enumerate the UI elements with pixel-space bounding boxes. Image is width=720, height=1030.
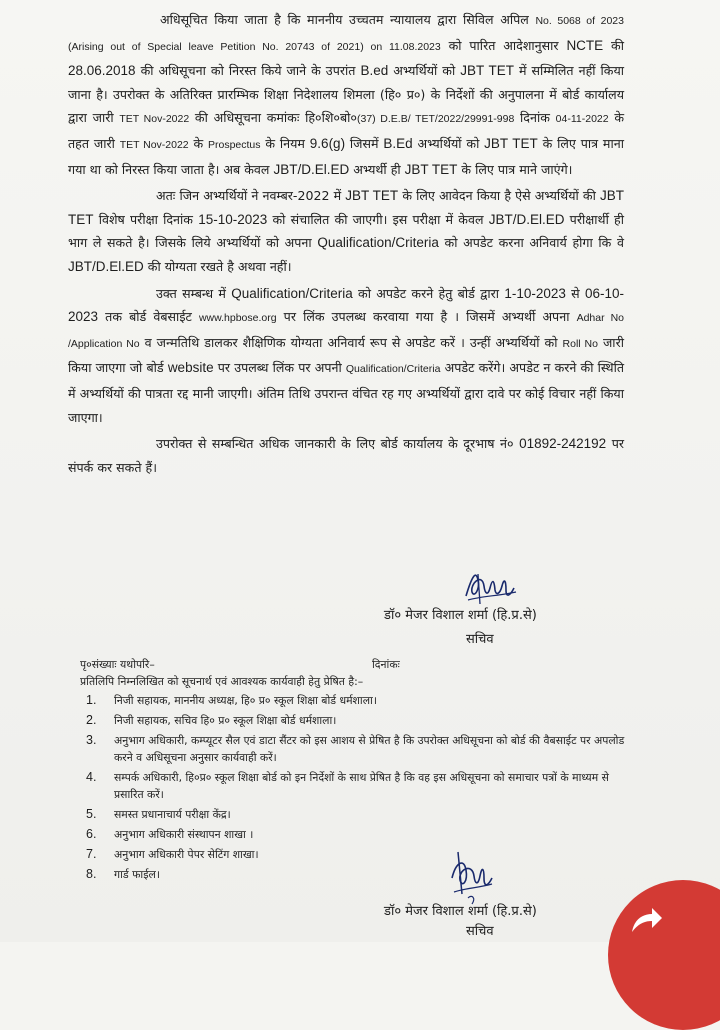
signature-1 [462,566,518,610]
text-run: विशेष परीक्षा दिनांक [98,211,193,227]
list-item [80,769,640,803]
text-run: पर लिंक उपलब्ध करवाया गया है । जिसमें अभ्यर्थी अपना [276,309,577,325]
text-run: JBT TET [404,161,458,177]
text-run: अधिसूचित किया जाता है कि माननीय उच्चतम न्यायालय द्वारा सिविल अपिल [160,12,536,27]
text-run: जिसमें [345,135,384,151]
list-item-text: अनुभाग अधिकारी, कम्प्यूटर सैल एवं डाटा सैंटर को इस आशय से प्रेषित है कि उपरोक्त अधिसूचना को बोर्ड की वैबसाईट पर अपलोड करने व अधिसूचना अनुसार कार्यवाही करें। [114,734,625,764]
text-run: के लिए पात्र माने जाएंगे। [457,161,573,177]
text-run: दिनांक [514,110,556,126]
text-run: JBT/D.El.ED [273,161,350,177]
list-item-text: अनुभाग अधिकारी पेपर सेटिंग शाखा। [114,848,259,861]
text-run: Adhar No /Application No [68,312,625,350]
endorsement-intro: प्रतिलिपि निम्नलिखित को सूचनार्थ एवं आवश्यक कार्यवाही हेतु प्रेषित है:– [80,675,364,688]
text-run: के लिए पात्र माना गया था को निरस्त किया जाता है। अब केवल [68,135,624,177]
paragraph-4 [68,432,624,479]
text-run: के लिए आवेदन किया है ऐसे अभ्यर्थियों की [398,188,600,204]
text-run: अपडेट करेंगे। अपडेट न करने की स्थिति में अभ्यर्थियों की पात्रता रद्द मानी जाएगी। अंतिम तिथि उपरान्त वंचित रह गए अभ्यर्थियों द्वारा दावे पर कोई विचार नहीं किया जाएगा। [68,360,625,425]
notification-body [68,8,624,482]
list-item [80,866,640,883]
text-run: परीक्षार्थी ही भाग ले सकते है। जिसके लिये अभ्यर्थियों को अपना [68,211,624,251]
text-run: Prospectus [208,138,261,151]
text-run: JBT/D.El.ED [68,258,144,274]
text-run: पर उपलब्ध लिंक पर अपनी [213,360,346,376]
text-run: में सम्मिलित नहीं किया जाना है। उपरोक्त के अतिरिक्त प्रारम्भिक शिक्षा निदेशालय शिमला (हि० प्र०) के निर्देशों की अनुपालना में बोर्ड कार्यालय द्वारा जारी [68,63,625,126]
text-run: B.Ed [383,135,413,151]
signatory-name: डॉ० मेजर विशाल शर्मा (हि.प्र.से) [384,608,537,623]
reference-number-label: पृ०संख्याः यथोपरि– [80,658,155,671]
text-run: जारी किया जाएगा जो बोर्ड [68,334,624,376]
list-item-number: 4. [86,770,97,784]
list-item-text: अनुभाग अधिकारी संस्थापन शाखा । [114,828,254,841]
text-run: JBT TET [345,188,399,204]
text-run: की योग्यता रखते है अथवा नहीं। [143,258,292,274]
text-run: 9.6(g) [309,135,346,151]
text-run: B.ed [360,63,389,79]
text-run: JBT/D.El.ED [488,211,565,227]
text-run: अतः जिन अभ्यर्थियों ने नवम्बर-2022 में [156,188,346,204]
text-run: TET Nov-2022 [119,113,190,126]
list-item-number: 3. [86,733,97,747]
text-run: की अधिसूचना को निरस्त किये जाने के उपरांत [135,63,361,79]
copy-to-list [80,692,640,883]
text-run: के नियम [260,135,310,151]
list-item-text: समस्त प्रधानाचार्य परीक्षा केंद्र। [114,808,231,821]
list-item [80,846,640,863]
list-item-text: निजी सहायक, सचिव हि० प्र० स्कूल शिक्षा बोर्ड धर्मशाला। [114,714,337,727]
list-item [80,806,640,823]
signatory-name-bottom: डॉ० मेजर विशाल शर्मा (हि.प्र.से) [384,904,537,919]
text-run: 01892-242192 [519,436,607,452]
text-run: की अधिसूचना कमांकः हि०शि०बो० [189,110,357,126]
text-run: 04-11-2022 [555,113,609,126]
list-item-number: 5. [86,807,97,821]
list-item [80,712,640,729]
text-run: 15-10-2023 [198,211,268,227]
text-run: NCTE [566,37,604,53]
text-run: को अपडेट करना अनिवार्य होगा कि वे [438,235,624,251]
text-run: अभ्यर्थियों को [388,63,461,79]
text-run: अभ्यर्थियों को [412,135,485,151]
text-run: अभ्यर्थी ही [349,161,405,177]
list-item-number: 7. [86,847,97,861]
list-item-number: 2. [86,713,97,727]
text-run: www.hpbose.org [198,312,277,325]
text-run: उपरोक्त से सम्बन्धित अधिक जानकारी के लिए बोर्ड कार्यालय के दूरभाष नं० [156,436,520,452]
text-run: 06-10-2023 [68,285,624,325]
text-run: JBT TET [484,135,538,151]
date-label: दिनांकः [372,658,400,671]
signatory-title: सचिव [466,632,494,647]
share-arrow-icon [626,902,666,942]
list-item-number: 8. [86,867,97,881]
text-run: को अपडेट करने हेतु बोर्ड द्वारा [352,285,505,301]
list-item [80,732,640,766]
text-run: 28.06.2018 [68,63,136,79]
text-run: JBT TET [460,63,514,79]
text-run: से [565,285,585,301]
text-run: Qualification/Criteria [231,285,353,301]
text-run: तक बोर्ड वेबसाईट [98,309,199,325]
text-run: No. 5068 of 2023 (Arising out of Special leave Petition No. 20743 of 2021) on 11.08.2023 [68,15,624,53]
paragraph-2 [68,184,624,278]
text-run: पर संपर्क कर सकते हैं। [68,436,624,475]
text-run: website [167,360,214,376]
text-run: 1-10-2023 [504,285,566,301]
signature-2 [448,848,494,906]
paragraph-3 [68,282,624,430]
list-item-text: निजी सहायक, माननीय अध्यक्ष, हि० प्र० स्कूल शिक्षा बोर्ड धर्मशाला। [114,694,377,707]
text-run: को संचालित की जाएगी। इस परीक्षा में केवल [267,211,489,227]
endorsement-section [80,656,640,886]
list-item-text: सम्पर्क अधिकारी, हि०प्र० स्कूल शिक्षा बोर्ड को इन निर्देशों के साथ प्रेषित है कि वह इस अधिसूचना को समाचार पत्रों के माध्यम से प्रसारित करें। [114,771,609,801]
signatory-title-bottom: सचिव [466,924,494,939]
list-item [80,692,640,709]
text-run: को पारित आदेशानुसार [440,37,567,53]
text-run: Qualification/Criteria [317,235,439,251]
text-run: उक्त सम्बन्ध में [156,285,232,301]
list-item [80,826,640,843]
list-item-text: गार्ड फाईल। [114,868,160,881]
text-run: TET Nov-2022 [119,138,189,151]
list-item-number: 1. [86,693,97,707]
endorsement-header [80,656,640,673]
text-run: के [188,135,208,151]
text-run: की [603,37,624,53]
text-run: JBT TET [68,188,624,227]
paragraph-1 [68,8,624,181]
text-run: Qualification/Criteria [345,363,441,376]
text-run: Roll No [562,337,598,350]
text-run: के तहत जारी [68,110,624,151]
text-run: व जन्मतिथि डालकर शैक्षिणिक योग्यता अनिवार्य रूप से अपडेट करें । उन्हीं अभ्यर्थियों को [139,334,563,350]
list-item-number: 6. [86,827,97,841]
text-run: (37) D.E.B/ TET/2022/29991-998 [356,113,515,126]
